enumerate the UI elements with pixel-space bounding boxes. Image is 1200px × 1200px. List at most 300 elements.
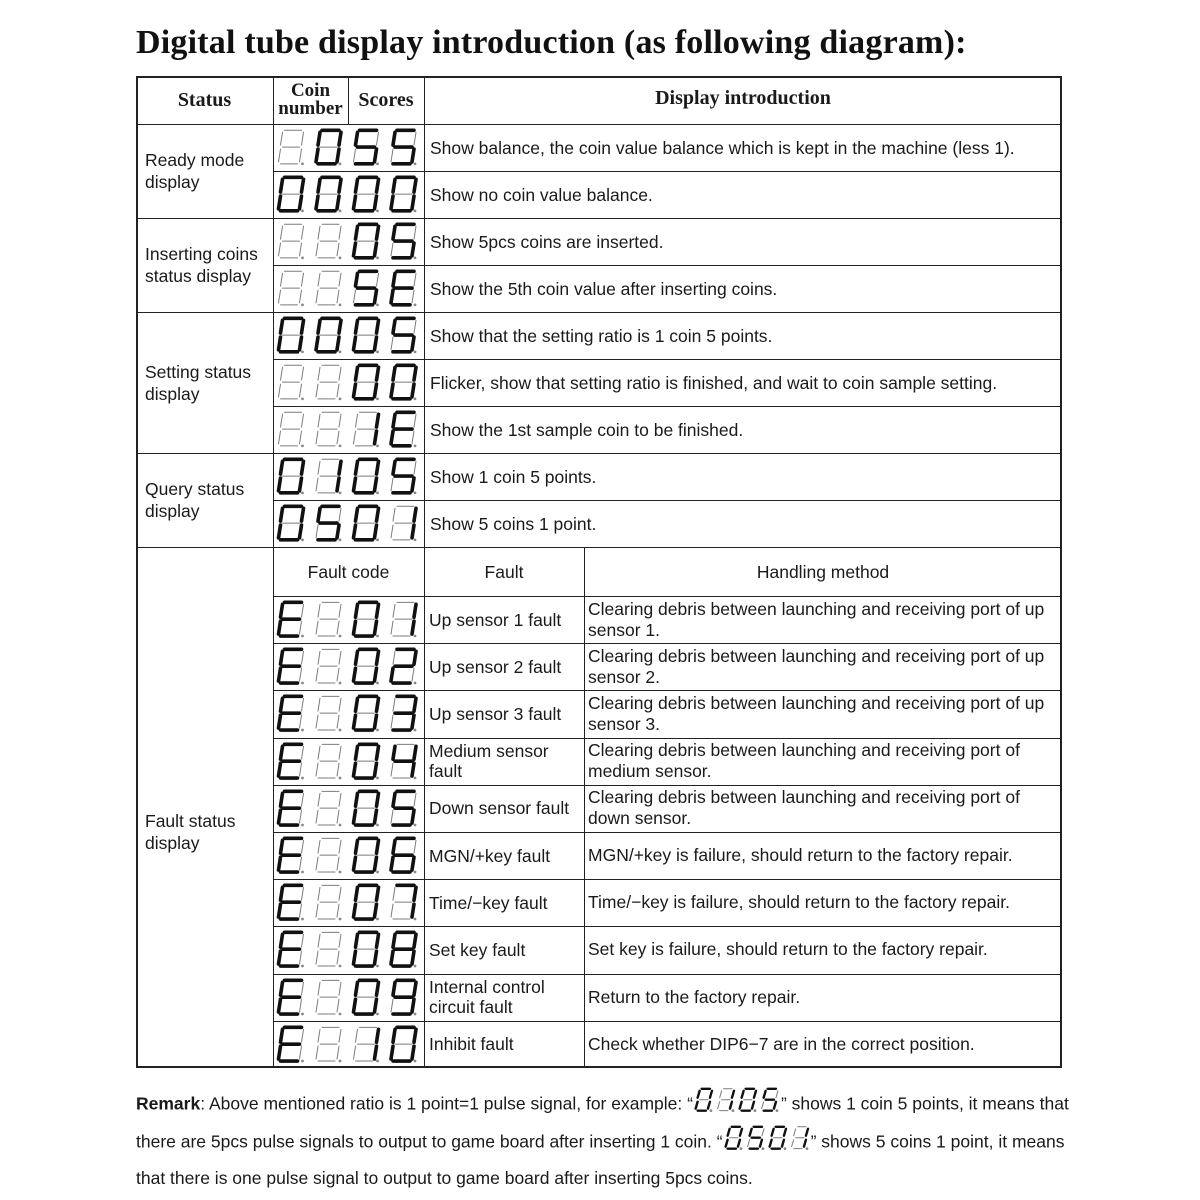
seven-segment-digit	[354, 1027, 379, 1062]
seven-segment-digit	[279, 933, 304, 968]
segment-b	[302, 461, 304, 474]
fault-handling-method: Time/−key is failure, should return to the factory repair.	[588, 892, 1010, 913]
seven-segment-digit	[279, 412, 304, 447]
segment-f	[393, 132, 395, 145]
segment-b	[377, 840, 379, 853]
segment-f	[318, 320, 320, 333]
segment-f	[393, 604, 395, 617]
segment-c	[337, 196, 339, 209]
segment-c	[708, 1102, 710, 1109]
segment-e	[354, 196, 356, 209]
segment-e	[279, 337, 281, 350]
segment-c	[412, 621, 414, 634]
fault-name: Up sensor 3 fault	[429, 703, 562, 724]
segment-f	[281, 604, 283, 617]
segment-c	[337, 716, 339, 729]
decimal-point	[339, 397, 342, 400]
segment-c	[375, 763, 377, 776]
segment-e	[354, 149, 356, 162]
segment-e	[316, 525, 318, 538]
seven-segment-digit	[762, 1089, 779, 1112]
segment-f	[698, 1091, 700, 1098]
segment-b	[740, 1129, 742, 1136]
seven-segment-digit	[391, 271, 416, 306]
decimal-point	[761, 1147, 764, 1150]
seven-segment-digit	[279, 506, 304, 541]
decimal-point	[301, 162, 304, 165]
decimal-point	[414, 965, 417, 968]
remark-seven-segment	[693, 1086, 781, 1114]
segment-b	[414, 414, 416, 427]
segment-e	[279, 810, 281, 823]
segment-e	[354, 243, 356, 256]
segment-f	[393, 273, 395, 286]
segment-e	[354, 384, 356, 397]
segment-f	[281, 179, 283, 192]
segment-c	[782, 1140, 784, 1147]
fault-header-handling: Handling method	[756, 561, 890, 582]
segment-c	[337, 857, 339, 870]
segment-b	[710, 1091, 712, 1098]
segment-f	[318, 461, 320, 474]
segment-f	[281, 367, 283, 380]
segment-e	[279, 952, 281, 965]
seven-segment-digit	[391, 602, 416, 637]
segment-c	[337, 621, 339, 634]
segment-c	[300, 763, 302, 776]
segment-e	[354, 431, 356, 444]
seven-segment-digit	[316, 650, 341, 685]
decimal-point	[376, 965, 379, 968]
segment-b	[377, 179, 379, 192]
segment-b	[339, 604, 341, 617]
segment-e	[316, 1046, 318, 1059]
segment-b	[302, 226, 304, 239]
segment-b	[302, 132, 304, 145]
fault-code-display	[274, 834, 424, 877]
segment-e	[279, 1046, 281, 1059]
remark-label: Remark	[136, 1093, 201, 1114]
segment-c	[412, 810, 414, 823]
segment-f	[356, 935, 358, 948]
segment-b	[339, 982, 341, 995]
seven-segment-digit	[316, 365, 341, 400]
display-description: Show the 1st sample coin to be finished.	[430, 419, 744, 440]
decimal-point	[376, 776, 379, 779]
segment-b	[754, 1091, 756, 1098]
header-status: Status	[177, 89, 232, 111]
decimal-point	[376, 635, 379, 638]
segment-e	[316, 810, 318, 823]
segment-b	[414, 1029, 416, 1042]
segment-f	[393, 1029, 395, 1042]
seven-segment-display	[274, 502, 424, 545]
segment-f	[356, 414, 358, 427]
segment-e	[279, 999, 281, 1012]
segment-f	[727, 1129, 729, 1136]
decimal-point	[783, 1147, 786, 1150]
segment-e	[279, 904, 281, 917]
segment-c	[300, 999, 302, 1012]
decimal-point	[753, 1109, 756, 1112]
segment-e	[740, 1102, 742, 1109]
decimal-point	[339, 965, 342, 968]
segment-f	[356, 746, 358, 759]
decimal-point	[301, 635, 304, 638]
segment-e	[354, 1046, 356, 1059]
decimal-point	[376, 1059, 379, 1062]
segment-b	[414, 604, 416, 617]
segment-c	[337, 243, 339, 256]
segment-c	[375, 525, 377, 538]
decimal-point	[376, 823, 379, 826]
segment-f	[393, 982, 395, 995]
segment-b	[377, 604, 379, 617]
segment-e	[391, 337, 393, 350]
segment-e	[762, 1102, 764, 1109]
segment-b	[377, 888, 379, 901]
segment-c	[375, 668, 377, 681]
segment-b	[339, 652, 341, 665]
segment-c	[337, 999, 339, 1012]
seven-segment-digit	[391, 650, 416, 685]
segment-f	[318, 746, 320, 759]
seven-segment-digit	[279, 791, 304, 826]
segment-c	[337, 668, 339, 681]
decimal-point	[339, 682, 342, 685]
seven-segment-digit	[391, 365, 416, 400]
display-description: Show balance, the coin value balance which is kept in the machine (less 1).	[430, 137, 1015, 158]
seven-segment-digit	[316, 177, 341, 212]
segment-c	[375, 243, 377, 256]
segment-f	[318, 652, 320, 665]
seven-segment-display	[274, 220, 424, 263]
seven-segment-digit	[354, 650, 379, 685]
segment-b	[377, 320, 379, 333]
seven-segment-digit	[740, 1089, 757, 1112]
segment-c	[412, 243, 414, 256]
segment-c	[412, 290, 414, 303]
segment-e	[391, 857, 393, 870]
decimal-point	[301, 1012, 304, 1015]
segment-c	[738, 1140, 740, 1147]
segment-f	[356, 179, 358, 192]
segment-e	[316, 668, 318, 681]
segment-c	[375, 999, 377, 1012]
fault-code-display	[274, 692, 424, 735]
fault-code-display	[274, 928, 424, 971]
decimal-point	[414, 350, 417, 353]
segment-e	[279, 716, 281, 729]
segment-e	[391, 763, 393, 776]
decimal-point	[339, 303, 342, 306]
segment-f	[356, 888, 358, 901]
segment-e	[279, 196, 281, 209]
seven-segment-digit	[279, 271, 304, 306]
decimal-point	[414, 1012, 417, 1015]
seven-segment-digit	[391, 318, 416, 353]
segment-f	[281, 840, 283, 853]
segment-b	[339, 1029, 341, 1042]
display-description: Flicker, show that setting ratio is finished, and wait to coin sample setting.	[430, 372, 998, 393]
seven-segment-digit	[391, 506, 416, 541]
segment-b	[377, 367, 379, 380]
segment-c	[300, 621, 302, 634]
remark-paragraph	[136, 1086, 1071, 1194]
decimal-point	[339, 871, 342, 874]
decimal-point	[301, 965, 304, 968]
seven-segment-digit	[279, 1027, 304, 1062]
seven-segment-digit	[279, 459, 304, 494]
decimal-point	[376, 729, 379, 732]
fault-code-display	[274, 740, 424, 783]
segment-c	[300, 149, 302, 162]
segment-b	[414, 132, 416, 145]
seven-segment-digit	[316, 1027, 341, 1062]
segment-b	[377, 746, 379, 759]
decimal-point	[414, 444, 417, 447]
segment-e	[279, 621, 281, 634]
segment-c	[337, 904, 339, 917]
fault-name: Inhibit fault	[429, 1034, 514, 1055]
seven-segment-digit	[354, 697, 379, 732]
segment-f	[393, 414, 395, 427]
segment-c	[375, 337, 377, 350]
segment-e	[354, 290, 356, 303]
segment-c	[375, 857, 377, 870]
decimal-point	[414, 918, 417, 921]
seven-segment-digit	[279, 130, 304, 165]
segment-c	[412, 857, 414, 870]
segment-b	[377, 273, 379, 286]
seven-segment-digit	[316, 459, 341, 494]
decimal-point	[414, 209, 417, 212]
decimal-point	[301, 776, 304, 779]
segment-f	[393, 793, 395, 806]
segment-c	[337, 478, 339, 491]
segment-b	[762, 1129, 764, 1136]
segment-b	[377, 508, 379, 521]
segment-e	[316, 763, 318, 776]
display-description: Show 1 coin 5 points.	[430, 466, 597, 487]
segment-c	[300, 1046, 302, 1059]
seven-segment-digit	[279, 602, 304, 637]
remark-seven-segment	[723, 1124, 811, 1152]
segment-c	[375, 384, 377, 397]
segment-b	[302, 746, 304, 759]
segment-e	[316, 337, 318, 350]
segment-c	[300, 337, 302, 350]
seven-segment-display	[274, 455, 424, 498]
seven-segment-digit	[354, 271, 379, 306]
segment-f	[281, 320, 283, 333]
decimal-point	[414, 776, 417, 779]
segment-f	[393, 179, 395, 192]
seven-segment-digit	[354, 459, 379, 494]
segment-e	[316, 621, 318, 634]
segment-f	[281, 132, 283, 145]
segment-e	[391, 290, 393, 303]
decimal-point	[414, 491, 417, 494]
seven-segment-digit	[316, 980, 341, 1015]
segment-f	[281, 793, 283, 806]
segment-e	[279, 431, 281, 444]
segment-c	[337, 525, 339, 538]
segment-b	[339, 793, 341, 806]
fault-handling-method: Clearing debris between launching and receiving port of medium sensor.	[588, 740, 1020, 782]
segment-c	[412, 478, 414, 491]
segment-b	[377, 982, 379, 995]
decimal-point	[301, 1059, 304, 1062]
segment-c	[412, 149, 414, 162]
seven-segment-digit	[354, 506, 379, 541]
seven-segment-digit	[279, 318, 304, 353]
seven-segment-digit	[316, 412, 341, 447]
segment-c	[300, 478, 302, 491]
segment-e	[354, 763, 356, 776]
segment-c	[300, 904, 302, 917]
decimal-point	[339, 491, 342, 494]
segment-b	[414, 367, 416, 380]
segment-f	[356, 652, 358, 665]
segment-e	[391, 243, 393, 256]
segment-b	[414, 699, 416, 712]
table-left-border	[136, 76, 138, 1068]
fault-name: Internal control circuit fault	[429, 977, 545, 1018]
decimal-point	[339, 635, 342, 638]
display-description: Show no coin value balance.	[430, 184, 653, 205]
segment-b	[414, 273, 416, 286]
segment-c	[337, 290, 339, 303]
seven-segment-digit	[769, 1127, 786, 1150]
segment-f	[318, 982, 320, 995]
segment-b	[414, 935, 416, 948]
segment-e	[279, 525, 281, 538]
segment-b	[377, 132, 379, 145]
segment-b	[414, 461, 416, 474]
segment-c	[300, 810, 302, 823]
segment-b	[414, 508, 416, 521]
segment-c	[300, 525, 302, 538]
seven-segment-display	[274, 361, 424, 404]
segment-e	[718, 1102, 720, 1109]
segment-c	[300, 290, 302, 303]
decimal-point	[376, 538, 379, 541]
segment-b	[377, 461, 379, 474]
decimal-point	[339, 918, 342, 921]
fault-code-display	[274, 976, 424, 1019]
segment-c	[730, 1102, 732, 1109]
segment-b	[302, 888, 304, 901]
segment-f	[356, 320, 358, 333]
fault-handling-method: MGN/+key is failure, should return to the factory repair.	[588, 845, 1013, 866]
seven-segment-digit	[791, 1127, 808, 1150]
seven-segment-digit	[354, 744, 379, 779]
seven-segment-digit	[354, 886, 379, 921]
seven-segment-digit	[354, 365, 379, 400]
segment-c	[337, 337, 339, 350]
segment-c	[375, 431, 377, 444]
segment-c	[375, 904, 377, 917]
segment-e	[391, 431, 393, 444]
decimal-point	[301, 444, 304, 447]
segment-b	[339, 226, 341, 239]
segment-f	[771, 1129, 773, 1136]
segment-f	[281, 414, 283, 427]
segment-e	[316, 290, 318, 303]
decimal-point	[805, 1147, 808, 1150]
decimal-point	[376, 491, 379, 494]
fault-name: Up sensor 2 fault	[429, 656, 562, 677]
segment-b	[806, 1129, 808, 1136]
segment-c	[412, 337, 414, 350]
segment-b	[302, 699, 304, 712]
segment-b	[784, 1129, 786, 1136]
segment-b	[339, 508, 341, 521]
fault-code-display	[274, 1023, 424, 1066]
segment-f	[720, 1091, 722, 1098]
seven-segment-digit	[725, 1127, 742, 1150]
segment-e	[316, 149, 318, 162]
decimal-point	[414, 1059, 417, 1062]
segment-f	[281, 461, 283, 474]
segment-c	[375, 621, 377, 634]
segment-f	[393, 226, 395, 239]
segment-e	[316, 478, 318, 491]
decimal-point	[301, 918, 304, 921]
segment-e	[354, 904, 356, 917]
segment-c	[412, 431, 414, 444]
segment-c	[752, 1102, 754, 1109]
segment-b	[414, 982, 416, 995]
decimal-point	[339, 538, 342, 541]
seven-segment-digit	[354, 318, 379, 353]
segment-b	[414, 746, 416, 759]
segment-c	[412, 999, 414, 1012]
decimal-point	[339, 1012, 342, 1015]
segment-e	[391, 478, 393, 491]
decimal-point	[376, 397, 379, 400]
segment-f	[281, 982, 283, 995]
decimal-point	[301, 209, 304, 212]
decimal-point	[731, 1109, 734, 1112]
seven-segment-digit	[354, 838, 379, 873]
seven-segment-digit	[316, 791, 341, 826]
segment-c	[412, 763, 414, 776]
segment-e	[391, 525, 393, 538]
decimal-point	[339, 256, 342, 259]
segment-c	[337, 763, 339, 776]
fault-name: Set key fault	[429, 939, 526, 960]
segment-b	[302, 1029, 304, 1042]
segment-b	[302, 179, 304, 192]
decimal-point	[301, 871, 304, 874]
segment-e	[769, 1140, 771, 1147]
segment-f	[318, 508, 320, 521]
segment-c	[300, 243, 302, 256]
decimal-point	[301, 682, 304, 685]
seven-segment-digit	[354, 980, 379, 1015]
segment-b	[414, 652, 416, 665]
header-display-introduction: Display introduction	[655, 87, 831, 109]
segment-f	[281, 888, 283, 901]
fault-code-display	[274, 598, 424, 641]
decimal-point	[376, 256, 379, 259]
seven-segment-digit	[279, 224, 304, 259]
segment-f	[393, 840, 395, 853]
fault-handling-method: Clearing debris between launching and receiving port of up sensor 1.	[588, 598, 1045, 640]
segment-f	[356, 508, 358, 521]
